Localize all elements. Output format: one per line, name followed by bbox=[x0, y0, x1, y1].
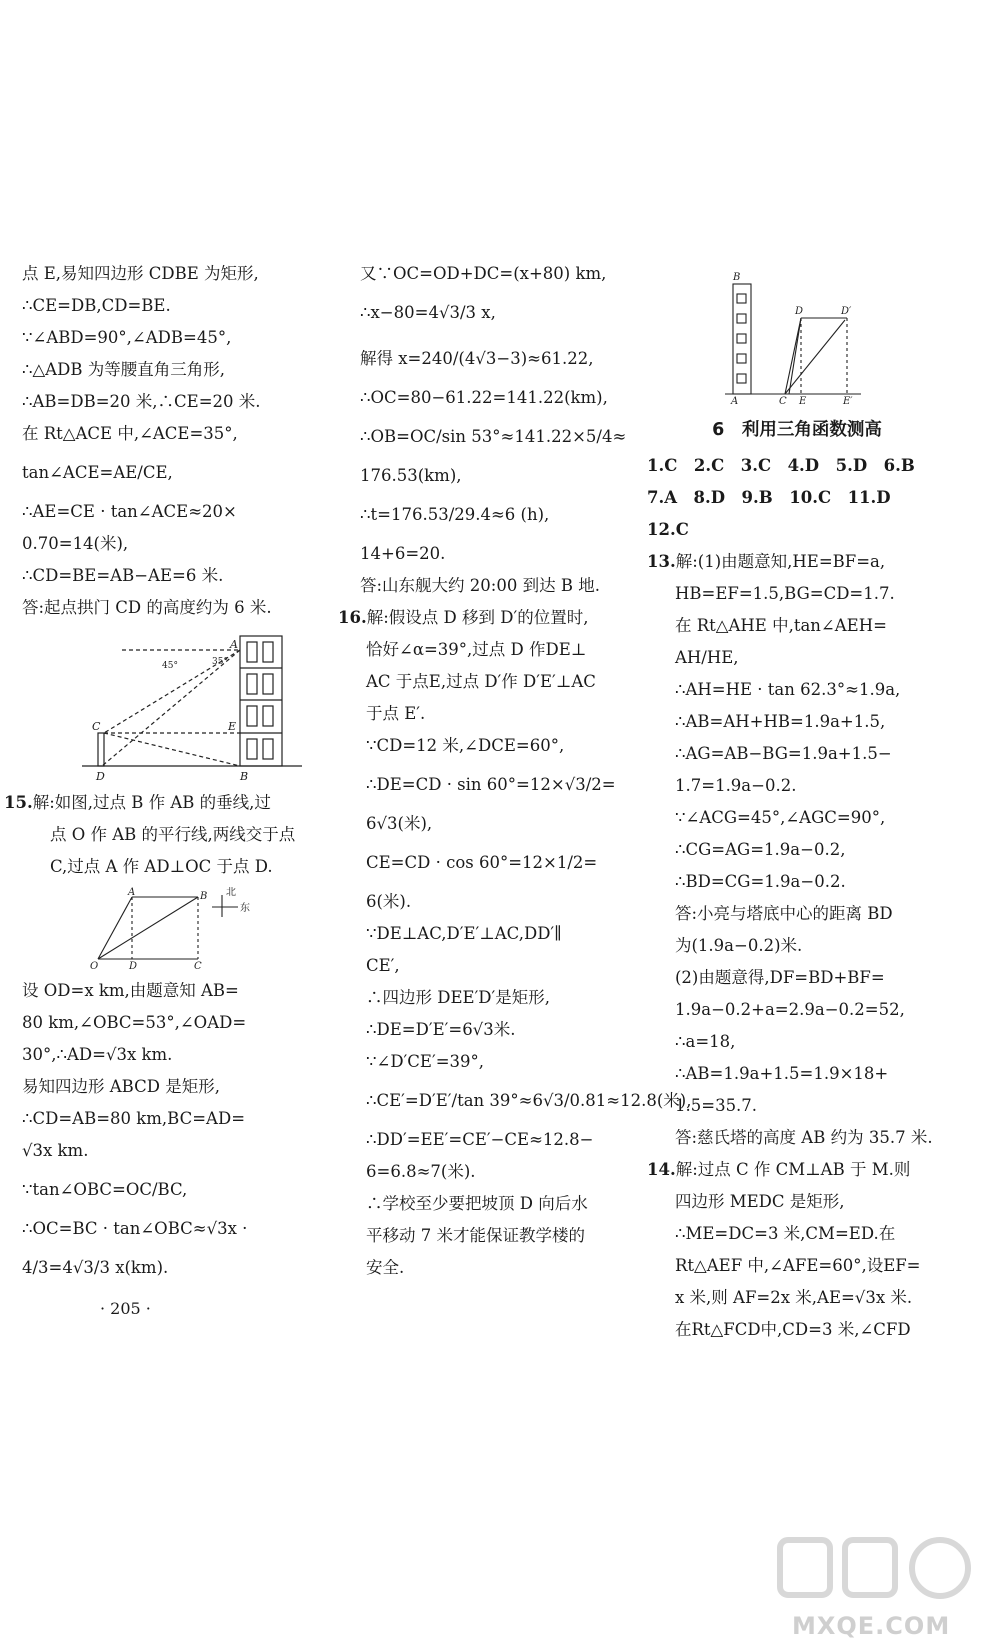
text-line: 6(米). bbox=[366, 892, 412, 911]
text-line: 又∵OC=OD+DC=(x+80) km, bbox=[360, 264, 607, 283]
text-line: 为(1.9a−0.2)米. bbox=[675, 936, 803, 955]
text-line: 答:山东舰大约 20:00 到达 B 地. bbox=[360, 576, 600, 595]
text-line: ∴AB=AH+HB=1.9a+1.5, bbox=[675, 712, 886, 731]
text-line: ∵∠D′CE′=39°, bbox=[366, 1052, 485, 1071]
text-line: ∴DE=D′E′=6√3米. bbox=[366, 1020, 516, 1039]
text-line: C,过点 A 作 AD⊥OC 于点 D. bbox=[50, 857, 273, 876]
fig-label: C bbox=[194, 961, 202, 971]
fig-label: D′ bbox=[841, 306, 852, 317]
text-line: ∴四边形 DEE′D′是矩形, bbox=[366, 988, 551, 1007]
text-line: CE′, bbox=[366, 956, 400, 975]
fig-label: C bbox=[779, 396, 787, 406]
text-line: ∴AE=CE · tan∠ACE≈20× bbox=[22, 502, 237, 521]
text-line: ∴OC=BC · tan∠OBC≈√3x · bbox=[22, 1219, 248, 1238]
text-line: 四边形 MEDC 是矩形, bbox=[675, 1192, 845, 1211]
text-line: 易知四边形 ABCD 是矩形, bbox=[22, 1077, 220, 1096]
text-line: Rt△AEF 中,∠AFE=60°,设EF= bbox=[675, 1256, 921, 1275]
text-line: ∴BD=CG=1.9a−0.2. bbox=[675, 872, 846, 891]
text-line: ∵tan∠OBC=OC/BC, bbox=[22, 1180, 188, 1199]
text-line: tan∠ACE=AE/CE, bbox=[22, 463, 173, 482]
text-line: HB=EF=1.5,BG=CD=1.7. bbox=[675, 584, 895, 603]
text-line: 在 Rt△AHE 中,tan∠AEH= bbox=[675, 616, 887, 635]
text-line: 6=6.8≈7(米). bbox=[366, 1162, 476, 1181]
answer-line: 7.A 8.D 9.B 10.C 11.D bbox=[647, 488, 891, 507]
fig-label: A bbox=[128, 887, 136, 898]
question-number: 14. bbox=[647, 1160, 676, 1179]
fig-label: 35° bbox=[212, 657, 228, 667]
text-line: ∴x−80=4√3/3 x, bbox=[360, 303, 496, 322]
text-line: 0.70=14(米), bbox=[22, 534, 129, 553]
fig-label: 东 bbox=[240, 903, 250, 914]
text-line: CE=CD · cos 60°=12×1/2= bbox=[366, 853, 598, 872]
text-line: ∵∠ABD=90°,∠ADB=45°, bbox=[22, 328, 232, 347]
text-span: 解:过点 C 作 CM⊥AB 于 M.则 bbox=[675, 1160, 911, 1179]
text-line: ∴t=176.53/29.4≈6 (h), bbox=[360, 505, 550, 524]
question-14-line bbox=[647, 1154, 947, 1186]
text-line: 80 km,∠OBC=53°,∠OAD= bbox=[22, 1013, 247, 1032]
column-1 bbox=[4, 258, 314, 1291]
text-line: 点 E,易知四边形 CDBE 为矩形, bbox=[22, 264, 259, 283]
text-line: 1.5=35.7. bbox=[675, 1096, 758, 1115]
building-angle-figure bbox=[62, 628, 354, 783]
text-span: 解:(1)由题意知,HE=BF=a, bbox=[675, 552, 886, 571]
answer-line: 12.C bbox=[647, 520, 689, 539]
question-13-line bbox=[647, 546, 947, 578]
text-line: ∴AB=1.9a+1.5=1.9×18+ bbox=[675, 1064, 889, 1083]
answer-line: 1.C 2.C 3.C 4.D 5.D 6.B bbox=[647, 456, 915, 475]
text-line: 在Rt△FCD中,CD=3 米,∠CFD bbox=[675, 1320, 911, 1339]
text-line: 176.53(km), bbox=[360, 466, 462, 485]
text-line: 1.9a−0.2+a=2.9a−0.2=52, bbox=[675, 1000, 905, 1019]
text-line: 答:小亮与塔底中心的距离 BD bbox=[675, 904, 893, 923]
text-line: x 米,则 AF=2x 米,AE=√3x 米. bbox=[675, 1288, 913, 1307]
text-line: AC 于点E,过点 D′作 D′E′⊥AC bbox=[366, 672, 596, 691]
text-line: 6√3(米), bbox=[366, 814, 433, 833]
fig-label: D bbox=[795, 306, 804, 317]
watermark-text: MXQE.COM bbox=[792, 1612, 951, 1640]
fig-label: B bbox=[733, 272, 741, 283]
question-15-line bbox=[4, 787, 314, 819]
text-line: (2)由题意得,DF=BD+BF= bbox=[675, 968, 885, 987]
text-line: ∴学校至少要把坡顶 D 向后水 bbox=[366, 1194, 588, 1213]
text-line: 解得 x=240/(4√3−3)≈61.22, bbox=[360, 349, 594, 368]
text-line: ∴CD=BE=AB−AE=6 米. bbox=[22, 566, 224, 585]
text-line: ∴CD=AB=80 km,BC=AD= bbox=[22, 1109, 246, 1128]
text-line: 1.7=1.9a−0.2. bbox=[675, 776, 797, 795]
section-title: 6 利用三角函数测高 bbox=[712, 420, 882, 440]
column-3 bbox=[647, 266, 947, 1346]
question-16-line bbox=[338, 602, 628, 634]
text-line: ∴CE=DB,CD=BE. bbox=[22, 296, 171, 315]
text-line: 答:起点拱门 CD 的高度约为 6 米. bbox=[22, 598, 272, 617]
fig-label: 45° bbox=[162, 661, 178, 671]
text-line: ∴OC=80−61.22=141.22(km), bbox=[360, 388, 608, 407]
fig-label: B bbox=[240, 770, 249, 783]
text-line: 答:慈氏塔的高度 AB 约为 35.7 米. bbox=[675, 1128, 933, 1147]
text-line: AH/HE, bbox=[675, 648, 739, 667]
text-line: √3x km. bbox=[22, 1141, 89, 1160]
text-line: 30°,∴AD=√3x km. bbox=[22, 1045, 173, 1064]
text-line: 在 Rt△ACE 中,∠ACE=35°, bbox=[22, 424, 238, 443]
text-line: ∴△ADB 为等腰直角三角形, bbox=[22, 360, 225, 379]
fig-label: D bbox=[129, 961, 138, 971]
text-span: 解:如图,过点 B 作 AB 的垂线,过 bbox=[32, 793, 271, 812]
fig-label: A bbox=[230, 638, 238, 651]
text-line: ∴ME=DC=3 米,CM=ED.在 bbox=[675, 1224, 896, 1243]
fig-label: B bbox=[200, 891, 208, 902]
text-line: ∴AG=AB−BG=1.9a+1.5− bbox=[675, 744, 892, 763]
slope-building-figure bbox=[721, 270, 1000, 406]
page-number: · 205 · bbox=[100, 1299, 151, 1318]
fig-label: 北 bbox=[226, 887, 236, 898]
text-line: 于点 E′. bbox=[366, 704, 426, 723]
text-line: ∴CE′=D′E′/tan 39°≈6√3/0.81≈12.8(米), bbox=[366, 1091, 692, 1110]
question-number: 15. bbox=[4, 793, 33, 812]
text-line: ∴DD′=EE′=CE′−CE≈12.8− bbox=[366, 1130, 594, 1149]
text-line: ∴AH=HE · tan 62.3°≈1.9a, bbox=[675, 680, 901, 699]
fig-label: C bbox=[92, 720, 101, 733]
fig-label: E bbox=[799, 396, 807, 406]
text-line: ∴DE=CD · sin 60°=12×√3/2= bbox=[366, 775, 616, 794]
fig-label: A bbox=[731, 396, 739, 406]
text-line: ∴a=18, bbox=[675, 1032, 736, 1051]
text-line: 4/3=4√3/3 x(km). bbox=[22, 1258, 169, 1277]
text-line: 平移动 7 米才能保证教学楼的 bbox=[366, 1226, 585, 1245]
text-line: ∴AB=DB=20 米,∴CE=20 米. bbox=[22, 392, 261, 411]
text-line: ∴CG=AG=1.9a−0.2, bbox=[675, 840, 846, 859]
map-figure bbox=[72, 887, 364, 971]
fig-label: D bbox=[96, 770, 105, 783]
text-line: 14+6=20. bbox=[360, 544, 446, 563]
text-line: 安全. bbox=[366, 1258, 405, 1277]
text-line: 点 O 作 AB 的平行线,两线交于点 bbox=[50, 825, 296, 844]
text-line: ∵∠ACG=45°,∠AGC=90°, bbox=[675, 808, 886, 827]
text-line: ∵DE⊥AC,D′E′⊥AC,DD′∥ bbox=[366, 924, 562, 943]
text-line: 恰好∠α=39°,过点 D 作DE⊥ bbox=[366, 640, 587, 659]
question-number: 16. bbox=[338, 608, 367, 627]
fig-label: E bbox=[228, 720, 237, 733]
text-span: 解:假设点 D 移到 D′的位置时, bbox=[366, 608, 589, 627]
fig-label: E′ bbox=[843, 396, 853, 406]
text-line: ∴OB=OC/sin 53°≈141.22×5/4≈ bbox=[360, 427, 627, 446]
text-line: 设 OD=x km,由题意知 AB= bbox=[22, 981, 239, 1000]
question-number: 13. bbox=[647, 552, 676, 571]
fig-label: O bbox=[90, 961, 99, 971]
text-line: ∵CD=12 米,∠DCE=60°, bbox=[366, 736, 565, 755]
